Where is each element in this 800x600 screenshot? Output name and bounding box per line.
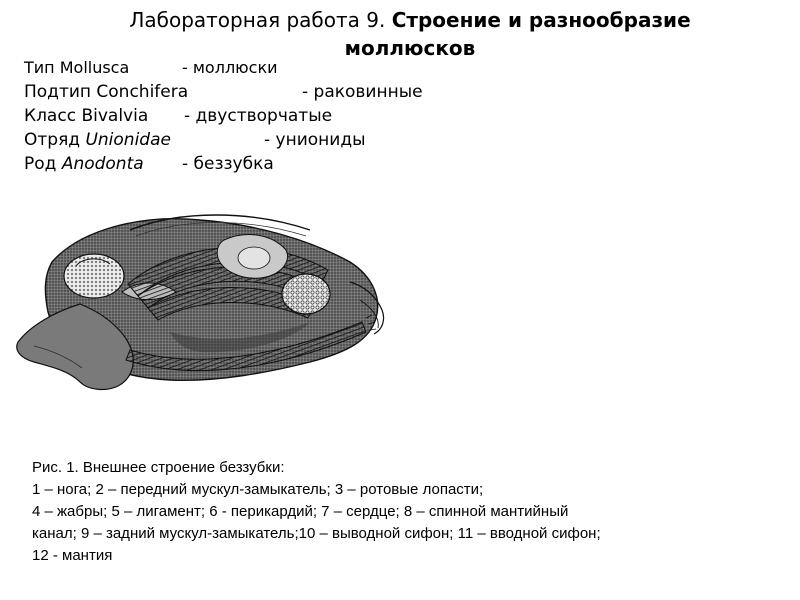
taxonomy-row-order xyxy=(24,128,423,152)
taxonomy-rank: Тип Mollusca xyxy=(24,58,130,77)
taxonomy-rank-latin: Anodonta xyxy=(61,154,144,174)
taxonomy-name: - униониды xyxy=(264,130,366,150)
taxonomy-row-class xyxy=(24,104,423,128)
taxonomy-row-genus xyxy=(24,152,423,176)
taxonomy-rank xyxy=(24,128,264,152)
taxonomy-rank-prefix: Отряд xyxy=(24,130,86,150)
caption-line: 12 - мантия xyxy=(32,547,113,564)
taxonomy-name: - раковинные xyxy=(302,82,423,102)
taxonomy-rank-latin: Unionidae xyxy=(85,130,171,150)
caption-line: Рис. 1. Внешнее строение беззубки: xyxy=(32,459,285,476)
page-title xyxy=(60,6,760,62)
caption-line: канал; 9 – задний мускул-замыкатель;10 – выводной сифон; 11 – вводной сифон; xyxy=(32,525,601,542)
taxonomy-name: - двустворчатые xyxy=(184,106,333,126)
caption-line: 4 – жабры; 5 – лигамент; 6 - перикардий; 7 – сердце; 8 – спинной мантийный xyxy=(32,503,569,520)
taxonomy-rank-prefix: Род xyxy=(24,154,62,174)
taxonomy-name: - моллюски xyxy=(182,58,278,77)
taxonomy-row-type xyxy=(24,56,423,80)
taxonomy-rank: Класс Bivalvia xyxy=(24,106,149,126)
taxonomy-list xyxy=(24,56,423,176)
taxonomy-rank xyxy=(24,152,182,176)
title-bold-line2: моллюсков xyxy=(344,36,476,60)
taxonomy-row-subtype xyxy=(24,80,423,104)
taxonomy-name: - беззубка xyxy=(182,154,274,174)
title-prefix: Лабораторная работа 9. xyxy=(129,8,386,32)
taxonomy-rank: Подтип Conchifera xyxy=(24,82,189,102)
caption-line: 1 – нога; 2 – передний мускул-замыкатель; 3 – ротовые лопасти; xyxy=(32,481,484,498)
figure-caption xyxy=(32,457,732,567)
anodonta-anatomy-figure xyxy=(10,200,395,415)
anodonta-anatomy-icon xyxy=(10,200,395,415)
title-bold-line1: Строение и разнообразие xyxy=(391,8,691,32)
